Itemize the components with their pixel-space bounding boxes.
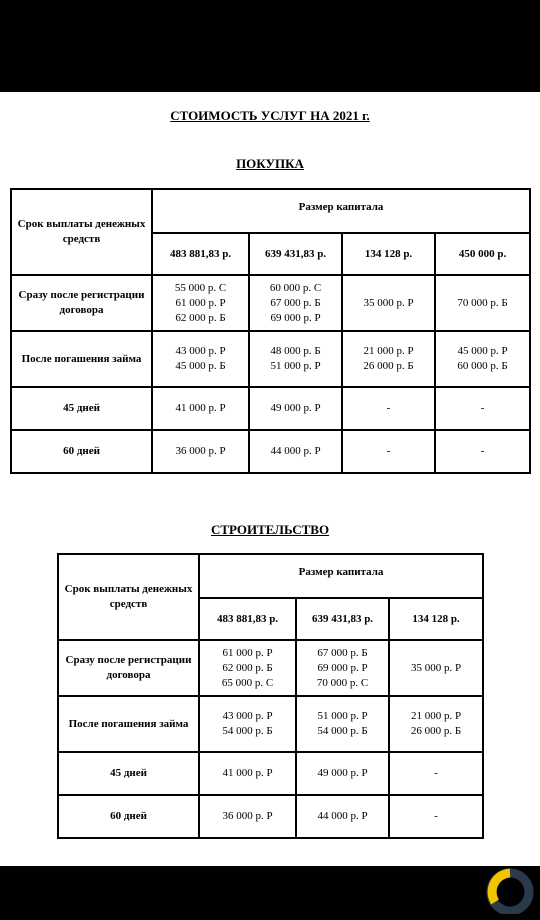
table-row (11, 331, 530, 387)
price-cell: 44 000 р. Р (249, 430, 342, 473)
table-row (58, 795, 483, 838)
construction-section-title: СТРОИТЕЛЬСТВО (210, 522, 330, 537)
row-label: После погашения займа (58, 696, 199, 752)
row-label: 60 дней (58, 795, 199, 838)
table-row (11, 275, 530, 331)
price-cell: 43 000 р. Р 45 000 р. Б (152, 331, 249, 387)
purchase-col-4: 450 000 р. (435, 233, 530, 275)
row-label: 60 дней (11, 430, 152, 473)
price-cell: 44 000 р. Р (296, 795, 389, 838)
purchase-col-2: 639 431,83 р. (249, 233, 342, 275)
purchase-price-table (10, 188, 531, 474)
price-cell: 36 000 р. Р (199, 795, 296, 838)
table-row (11, 387, 530, 430)
price-cell: 35 000 р. Р (389, 640, 483, 696)
price-cell: - (342, 430, 435, 473)
construction-price-table (57, 553, 484, 839)
price-cell: 41 000 р. Р (152, 387, 249, 430)
construction-header-capital: Размер капитала (199, 554, 483, 598)
price-cell: - (389, 752, 483, 795)
row-label: 45 дней (58, 752, 199, 795)
price-cell: 45 000 р. Р 60 000 р. Б (435, 331, 530, 387)
row-label: 45 дней (11, 387, 152, 430)
row-label: Сразу после регистрации договора (11, 275, 152, 331)
table-row (58, 640, 483, 696)
price-cell: - (435, 430, 530, 473)
construction-header-term: Срок выплаты денежных средств (58, 554, 199, 640)
price-cell: 21 000 р. Р 26 000 р. Б (342, 331, 435, 387)
price-cell: 35 000 р. Р (342, 275, 435, 331)
price-cell: 36 000 р. Р (152, 430, 249, 473)
price-cell: - (342, 387, 435, 430)
price-cell: 67 000 р. Б 69 000 р. Р 70 000 р. С (296, 640, 389, 696)
purchase-section-title: ПОКУПКА (236, 156, 304, 171)
price-cell: 48 000 р. Б 51 000 р. Р (249, 331, 342, 387)
price-cell: 61 000 р. Р 62 000 р. Б 65 000 р. С (199, 640, 296, 696)
price-cell: 41 000 р. Р (199, 752, 296, 795)
app-logo-icon[interactable] (486, 866, 534, 914)
bottom-black-bar (0, 866, 540, 920)
price-cell: 49 000 р. Р (249, 387, 342, 430)
table-row (11, 430, 530, 473)
construction-col-2: 639 431,83 р. (296, 598, 389, 640)
price-cell: 51 000 р. Р 54 000 р. Б (296, 696, 389, 752)
top-black-bar (0, 0, 540, 92)
price-cell: 55 000 р. С 61 000 р. Р 62 000 р. Б (152, 275, 249, 331)
row-label: После погашения займа (11, 331, 152, 387)
table-row (58, 752, 483, 795)
purchase-header-capital: Размер капитала (152, 189, 530, 233)
construction-col-1: 483 881,83 р. (199, 598, 296, 640)
price-cell: - (389, 795, 483, 838)
table-row (58, 696, 483, 752)
price-cell: 60 000 р. С 67 000 р. Б 69 000 р. Р (249, 275, 342, 331)
price-cell: 43 000 р. Р 54 000 р. Б (199, 696, 296, 752)
price-cell: 49 000 р. Р (296, 752, 389, 795)
price-cell: 70 000 р. Б (435, 275, 530, 331)
purchase-header-term: Срок выплаты денежных средств (11, 189, 152, 275)
document-title: СТОИМОСТЬ УСЛУГ НА 2021 г. (170, 108, 370, 123)
purchase-col-1: 483 881,83 р. (152, 233, 249, 275)
document-page (0, 92, 540, 866)
price-cell: - (435, 387, 530, 430)
row-label: Сразу после регистрации договора (58, 640, 199, 696)
construction-col-3: 134 128 р. (389, 598, 483, 640)
purchase-col-3: 134 128 р. (342, 233, 435, 275)
price-cell: 21 000 р. Р 26 000 р. Б (389, 696, 483, 752)
